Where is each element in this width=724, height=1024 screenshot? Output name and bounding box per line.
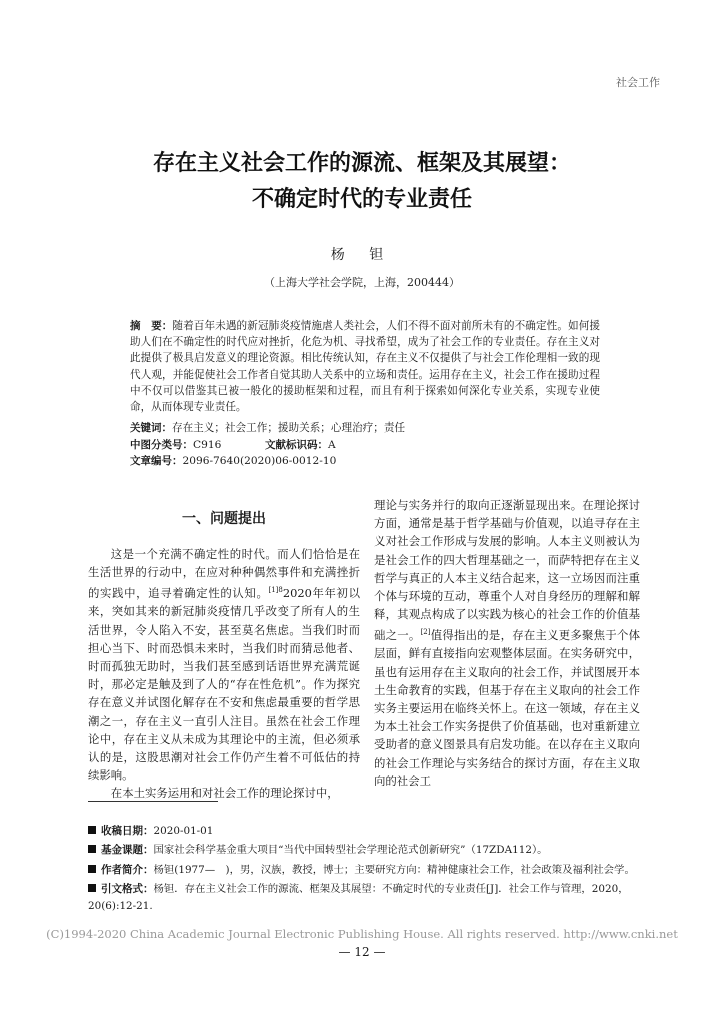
- footnote-divider: [88, 801, 218, 802]
- paragraph-text: 值得指出的是，存在主义更多聚焦于个体层面，鲜有直接指向宏观整体层面。在实务研究中，虽也有运用存在主义取向的社会工作，并试图展开本土生命教育的实践，但基于存在主义取向的社会工作实务主要运用在临终关怀上。在这一领域，存在主义为本土社会工作实务提供了价值基础，也对重新建立受助者的意义图景具有启发功能。在以存在主义取向的社会工作理论与实务结合的探讨方面，存在主义取向的社会工: [374, 628, 640, 788]
- square-bullet-icon: [88, 884, 96, 892]
- keywords: [130, 420, 600, 436]
- author-affiliation: （上海大学社会学院，上海，200444）: [264, 276, 460, 289]
- body-paragraph: [374, 496, 640, 790]
- title-line-1: 存在主义社会工作的源流、框架及其展望：: [152, 151, 571, 176]
- footnote-label: 收稿日期：: [101, 825, 154, 837]
- footnote-label: 基金课题：: [101, 844, 154, 857]
- keywords-text: 存在主义；社会工作；援助关系；心理治疗；责任: [172, 422, 406, 434]
- paragraph-text: 理论与实务并行的取向正逐渐显现出来。在理论探讨方面，通常是基于哲学基础与价值观，以追寻存在主义对社会工作形成与发展的影响。人本主义则被认为是社会工作的四大哲理基础之一，而萨特把存在主义哲学与真正的人本主义结合起来，这一立场因而注重个体与环境的互动，尊重个人对自身经历的理解和解释，其观点构成了以实践为核心的社会工作的价值基础之一。: [374, 498, 640, 643]
- abstract: [130, 318, 600, 415]
- footnote-value: 杨钽(1977— )，男，汉族，教授，博士；主要研究方向：精神健康社会工作，社会政策及福利社会学。: [153, 863, 635, 876]
- footnote-fund: [88, 842, 648, 858]
- classification-line: [130, 437, 600, 469]
- citation-ref: [1]8: [268, 586, 283, 595]
- footnote-label: 引文格式：: [101, 883, 154, 896]
- footnote-value: 2020-01-01: [153, 825, 214, 837]
- abstract-text: 随着百年未遇的新冠肺炎疫情施虐人类社会，人们不得不面对前所未有的不确定性。如何援助人们在不确定性的时代应对挫折，化危为机、寻找希望，成为了社会工作的专业责任。存在主义对此提供了极具启发意义的理论资源。相比传统认知，存在主义不仅提供了与社会工作伦理相一致的现代人观，并能促使社会工作者自觉其助人关系中的立场和责任。运用存在主义，社会工作在援助过程中不仅可以借鉴其已被一般化的援助框架和过程，而且有利于探索如何深化专业关系，实现专业使命，从而体现专业责任。: [130, 320, 601, 414]
- footnote-value: 杨钽．存在主义社会工作的源流、框架及其展望：不确定时代的专业责任[J]．社会工作与管理，2020，20(6):12-21.: [88, 883, 629, 912]
- footnote-citation: [88, 881, 648, 914]
- paragraph-text: 2020年年初以来，突如其来的新冠肺炎疫情几乎改变了所有人的生活世界，令人陷入不安，甚至莫名焦虑。当我们时而担心当下、时而恐惧未来时，当我们时而猜忌他者、时而孤独无助时，当我们甚至感到话语世界充满荒诞时，那必定是触及到了人的“存在性危机”。作为探究存在意义并试图化解存在不安和焦虑最重要的哲学思潮之一，存在主义一直引人注目。虽然在社会工作理论中，存在主义从未成为其理论中的主流，但必须承认的是，这股思潮对社会工作仍产生着不可低估的持续影响。: [88, 586, 360, 783]
- page-number: — 12 —: [338, 945, 386, 959]
- body-paragraph: [88, 545, 360, 784]
- keywords-label: 关键词：: [130, 422, 172, 434]
- clc-label: 中图分类号：: [130, 439, 193, 451]
- square-bullet-icon: [88, 865, 96, 873]
- section-heading: 一、问题提出: [182, 511, 266, 527]
- clc-value: C916: [193, 439, 222, 451]
- footnotes: [88, 823, 648, 917]
- body-right-column: [374, 496, 640, 790]
- title-line-2: 不确定时代的专业责任: [251, 187, 472, 212]
- footnote-value: 国家社会科学基金重大项目“当代中国转型社会学理论范式创新研究”（17ZDA112）。: [153, 844, 548, 857]
- journal-section-tag: 社会工作: [616, 76, 660, 89]
- abstract-label: 摘 要：: [130, 320, 173, 332]
- citation-ref: [2]: [420, 628, 431, 637]
- body-left-column: [88, 545, 360, 803]
- article-number-label: 文章编号：: [130, 455, 183, 467]
- copyright-notice: (C)1994-2020 China Academic Journal Electronic Publishing House. All rights reserved. http://www.cnki.net: [46, 927, 678, 941]
- footnote-received: [88, 823, 648, 839]
- footnote-label: 作者简介：: [101, 863, 154, 876]
- body-paragraph: 在本土实务运用和对社会工作的理论探讨中，: [110, 786, 339, 801]
- doc-code-value: A: [328, 439, 336, 451]
- paragraph-text: 这是一个充满不确定性的时代。而人们恰恰是在生活世界的行动中，在应对种种偶然事件和充满挫折的实践中，追寻着确定性的认知。: [88, 547, 360, 601]
- article-title: [0, 146, 724, 218]
- footnote-author: [88, 862, 648, 878]
- article-number-value: 2096-7640(2020)06-0012-10: [182, 455, 337, 467]
- square-bullet-icon: [88, 845, 96, 853]
- square-bullet-icon: [88, 826, 96, 834]
- author-name: 杨 钽: [330, 247, 394, 263]
- doc-code-label: 文献标识码：: [265, 439, 328, 451]
